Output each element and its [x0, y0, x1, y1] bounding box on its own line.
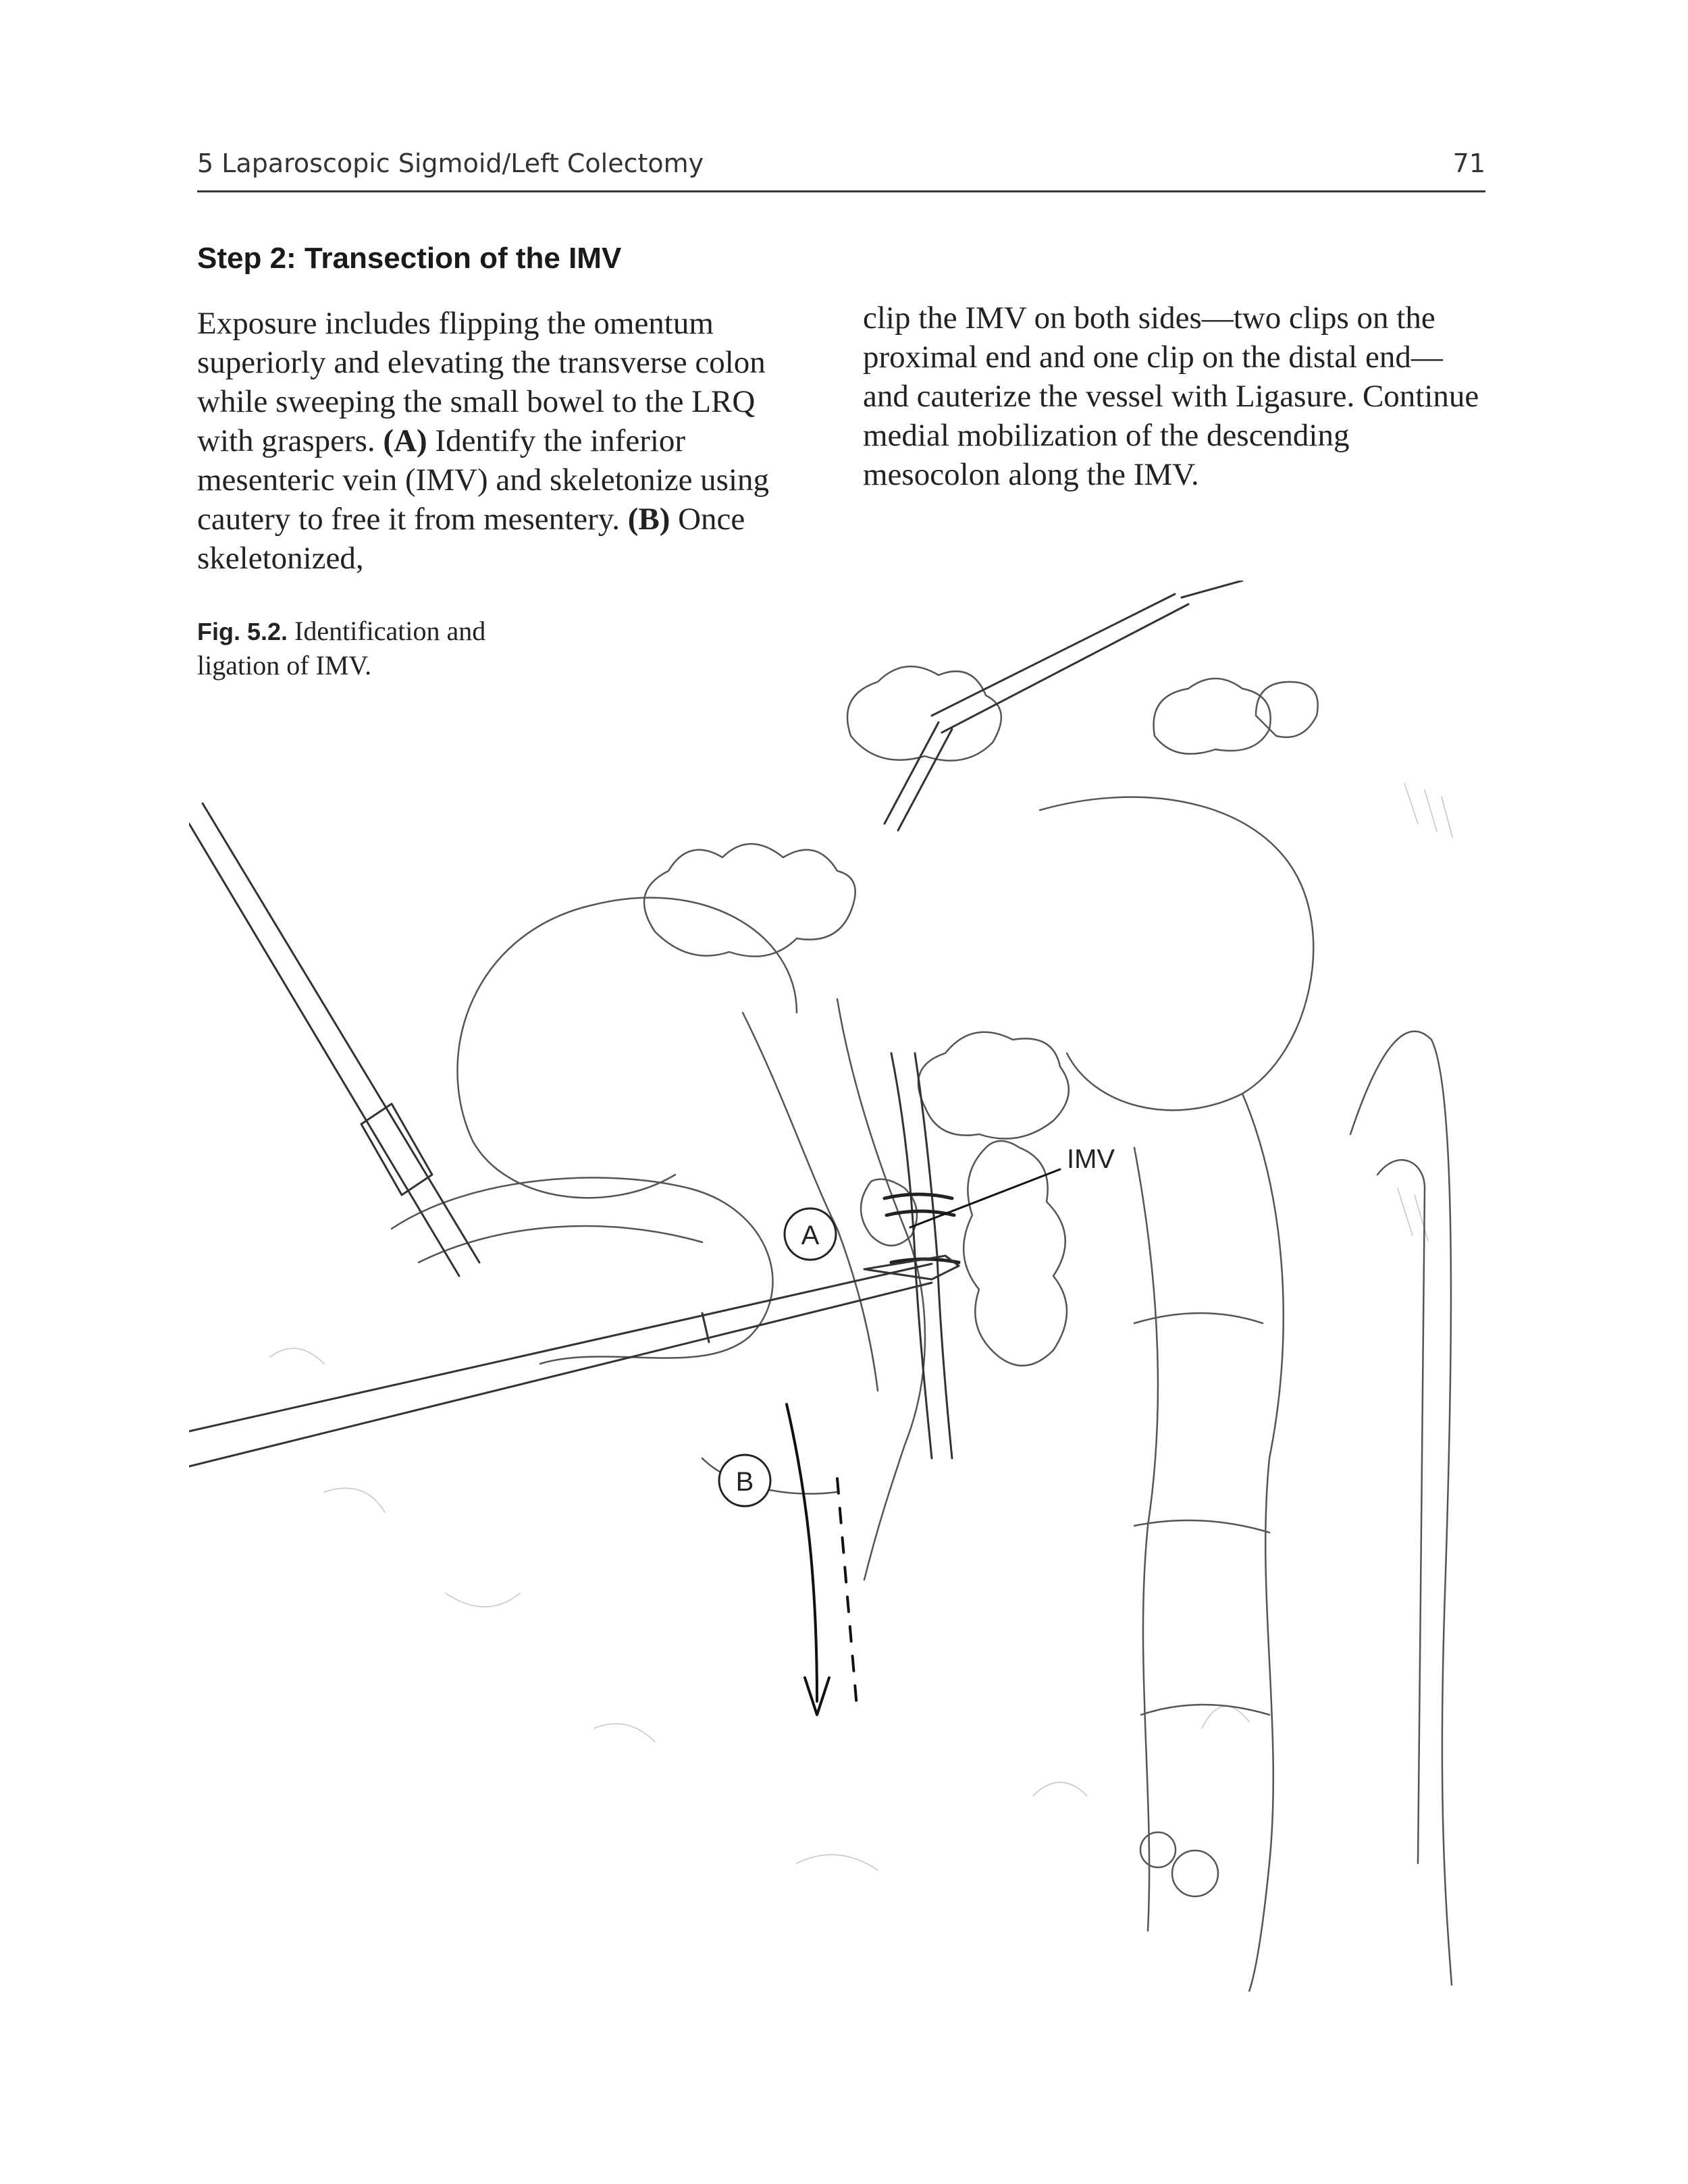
marker-a: (A) — [383, 423, 427, 458]
body-text-part-1: Exposure includes flipping the omentum superiorly and elevating the transverse colon while sweeping the small bowel to the LRQ with graspers. — [197, 306, 766, 458]
step-heading: Step 2: Transection of the IMV — [197, 242, 622, 275]
imv-label: IMV — [1067, 1144, 1115, 1174]
marker-b-figure — [719, 1455, 770, 1506]
marker-a-figure — [785, 1208, 836, 1260]
dashed-mobilization-line — [837, 1479, 858, 1715]
figure-caption-text: Identification and ligation of IMV. — [197, 616, 486, 681]
omentum-lobules — [644, 666, 1318, 1139]
page-number: 71 — [1452, 149, 1485, 178]
body-paragraph-right: clip the IMV on both sides—two clips on the proximal end and one clip on the distal end—and cauterize the vessel with Ligasure. Continue medial mobilization of the descending mesocolon along the IMV. — [863, 300, 1479, 492]
background-hatching — [270, 783, 1452, 1870]
mesenteric-fat — [861, 1141, 1067, 1366]
chapter-title: 5 Laparoscopic Sigmoid/Left Colectomy — [197, 149, 704, 178]
figure-caption-label: Fig. 5.2. — [197, 618, 288, 645]
marker-b: (B) — [627, 502, 670, 537]
body-text-part-2: Identify the inferior mesenteric vein (IMV) and skeletonize using cautery to free it from mesentery. — [197, 423, 770, 537]
body-paragraph-left — [197, 304, 818, 578]
surgical-illustration — [189, 581, 1499, 1992]
running-head — [197, 143, 1485, 192]
left-grasper-instrument — [189, 1256, 959, 1466]
descending-colon — [1134, 1032, 1452, 1992]
marker-b-label: B — [735, 1467, 754, 1497]
body-text-part-3: Once skeletonized, — [197, 502, 745, 576]
top-grasper-instrument — [885, 581, 1242, 830]
dissection-direction-arrow — [787, 1404, 829, 1715]
marker-a-label: A — [801, 1221, 820, 1250]
